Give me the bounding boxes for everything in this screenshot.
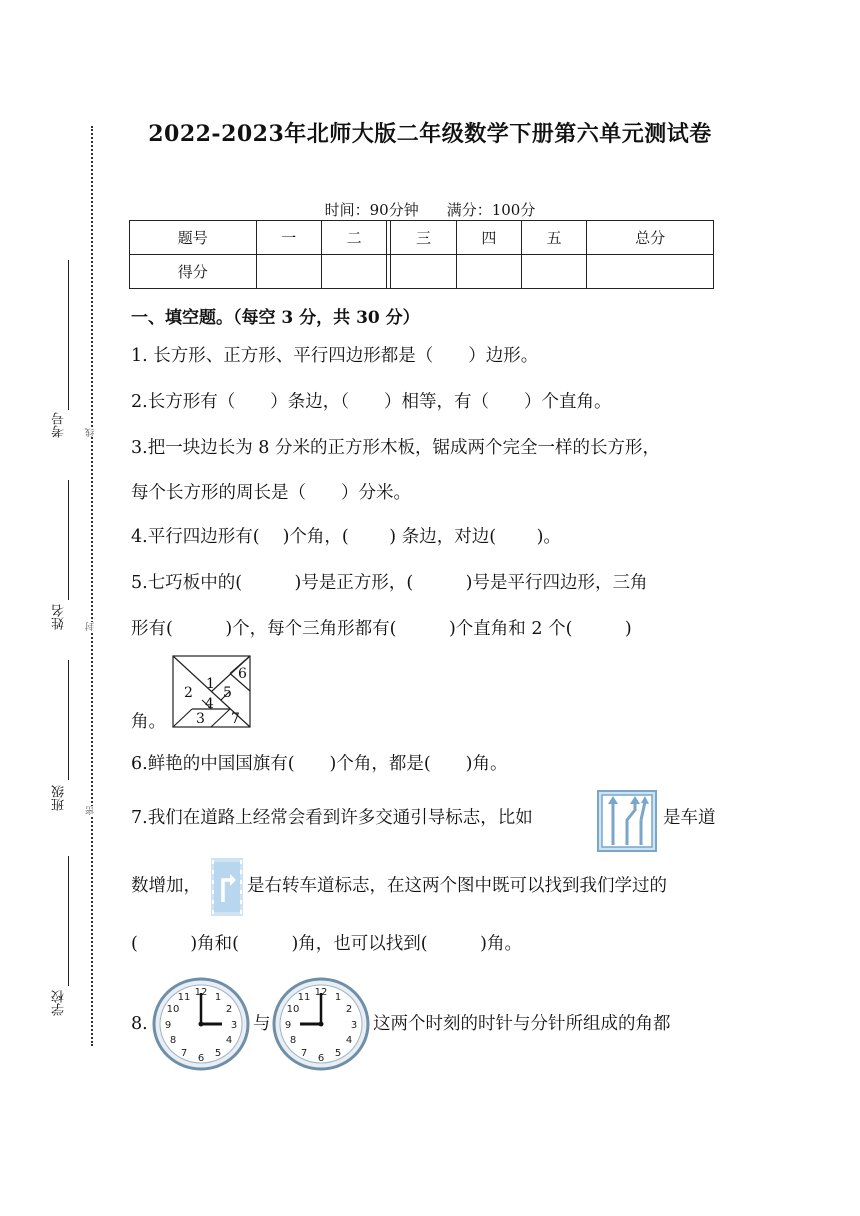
tangram-number: 5	[223, 685, 232, 701]
binding-dotted-line	[91, 126, 93, 1046]
score-input-cell[interactable]	[522, 255, 587, 289]
tangram-number: 1	[206, 676, 215, 692]
svg-text:8: 8	[289, 1035, 297, 1046]
cut-mark-seal: 封	[86, 622, 96, 631]
tangram-icon	[172, 655, 252, 729]
svg-text:2: 2	[345, 1004, 353, 1015]
question-7-line2b: 是右转车道标志，在这两个图中既可以找到我们学过的	[247, 876, 667, 896]
score-table-header-row	[130, 221, 714, 255]
tangram-number: 7	[231, 711, 240, 727]
svg-text:6: 6	[197, 1053, 205, 1064]
question-8-text: 这两个时刻的时针与分针所组成的角都	[373, 1014, 671, 1034]
name-underline	[68, 480, 69, 600]
question-3-line2: 每个长方形的周长是（ ）分米。	[131, 483, 411, 503]
svg-text:8: 8	[169, 1035, 177, 1046]
svg-text:4: 4	[225, 1035, 233, 1046]
svg-text:1: 1	[334, 992, 342, 1003]
question-4: 4.平行四边形有( )个角，( ) 条边，对边( )。	[131, 527, 561, 547]
section1-heading: 一、填空题。（每空 3 分，共 30 分）	[131, 308, 420, 328]
clock-icon	[152, 977, 250, 1071]
svg-text:6: 6	[317, 1053, 325, 1064]
question-8-prefix: 8.	[131, 1014, 148, 1034]
question-3-line1: 3.把一块边长为 8 分米的正方形木板，锯成两个完全一样的长方形，	[131, 438, 660, 458]
question-5-line2: 形有( )个，每个三角形都有( )个直角和 2 个( )	[131, 619, 632, 639]
score-header-cell: 一	[256, 221, 321, 255]
svg-text:12: 12	[194, 987, 208, 998]
question-1: 1. 长方形、正方形、平行四边形都是（ ）边形。	[131, 346, 539, 366]
exam-time: 时间：90分钟	[324, 201, 419, 219]
svg-text:3: 3	[350, 1020, 358, 1031]
svg-text:4: 4	[345, 1035, 353, 1046]
school-label: 学校	[52, 990, 67, 1016]
score-input-cell[interactable]	[587, 255, 714, 289]
score-input-cell[interactable]	[391, 255, 456, 289]
svg-text:1: 1	[214, 992, 222, 1003]
score-input-cell[interactable]	[256, 255, 321, 289]
cut-mark-secret: 密	[86, 806, 96, 815]
question-8-and: 与	[253, 1014, 271, 1034]
tangram-number: 3	[196, 711, 205, 727]
score-header-cell: 题号	[130, 221, 257, 255]
score-input-cell[interactable]	[321, 255, 386, 289]
svg-text:10: 10	[166, 1004, 180, 1015]
svg-text:2: 2	[225, 1004, 233, 1015]
tangram-number: 4	[205, 696, 214, 712]
school-underline	[68, 856, 69, 986]
cut-mark-line: 线	[86, 428, 96, 437]
svg-text:10: 10	[286, 1004, 300, 1015]
svg-text:9: 9	[284, 1020, 292, 1031]
page-title: 2022-2023年北师大版二年级数学下册第六单元测试卷	[148, 121, 712, 147]
svg-text:3: 3	[230, 1020, 238, 1031]
exam-no-underline	[68, 260, 69, 410]
clock-icon	[272, 977, 370, 1071]
right-turn-lane-sign-icon	[211, 858, 243, 916]
score-header-cell: 三	[391, 221, 456, 255]
lane-increase-sign-icon	[597, 790, 657, 852]
tangram-number: 6	[238, 666, 247, 682]
question-7-line2a: 数增加，	[131, 876, 201, 896]
question-7-line1b: 是车道	[663, 808, 716, 828]
question-7-line1a: 7.我们在道路上经常会看到许多交通引导标志，比如	[131, 808, 533, 828]
score-header-cell: 总分	[587, 221, 714, 255]
exam-full-score: 满分：100分	[446, 201, 536, 219]
score-header-cell: 五	[522, 221, 587, 255]
question-7-line3: ( )角和( )角，也可以找到( )角。	[131, 934, 522, 954]
score-row-label: 得分	[130, 255, 257, 289]
class-underline	[68, 660, 69, 780]
question-6: 6.鲜艳的中国国旗有( )个角，都是( )角。	[131, 754, 508, 774]
svg-text:7: 7	[180, 1048, 188, 1059]
svg-text:12: 12	[314, 987, 328, 998]
svg-text:11: 11	[177, 992, 191, 1003]
svg-text:11: 11	[297, 992, 311, 1003]
class-label: 班级	[52, 785, 67, 811]
question-5-line3: 角。	[131, 712, 166, 732]
name-label: 姓名	[52, 604, 67, 630]
svg-text:5: 5	[214, 1048, 222, 1059]
exam-no-label: 考号	[52, 412, 67, 438]
score-header-cell: 二	[321, 221, 386, 255]
svg-text:9: 9	[164, 1020, 172, 1031]
svg-text:5: 5	[334, 1048, 342, 1059]
score-table-score-row	[130, 255, 714, 289]
question-5-line1: 5.七巧板中的( )号是正方形，( )号是平行四边形，三角	[131, 573, 648, 593]
svg-text:7: 7	[300, 1048, 308, 1059]
question-2: 2.长方形有（ ）条边，（ ）相等，有（ ）个直角。	[131, 392, 612, 412]
score-table	[129, 220, 714, 289]
exam-info	[0, 199, 860, 220]
tangram-number: 2	[184, 685, 193, 701]
score-input-cell[interactable]	[456, 255, 521, 289]
score-header-cell: 四	[456, 221, 521, 255]
